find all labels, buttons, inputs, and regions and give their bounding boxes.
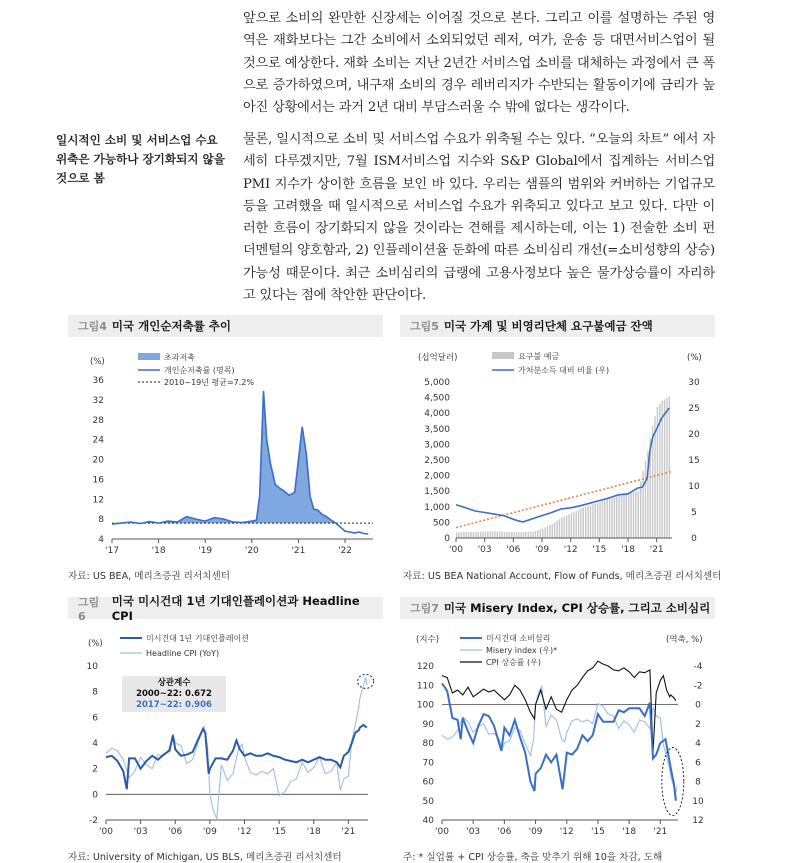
x-tick-label: '09 [535,545,549,555]
body-paragraph-1 [243,8,715,119]
y-left-tick-label: 3,500 [424,424,450,435]
deposit-bar [549,525,550,538]
legend-label: 가처분소득 대비 비율 (우) [518,366,610,375]
deposit-bar [470,532,471,538]
deposit-bar [458,532,459,538]
figure-4-source: 자료: US BEA, 메리츠증권 리서치센터 [68,571,231,582]
y-right-tick-label: 10 [688,482,700,492]
deposit-bar [516,532,517,538]
deposit-bar [509,532,510,538]
y-tick-label: 8 [92,687,98,698]
deposit-bar [630,492,631,538]
y-tick-label: -2 [89,816,98,826]
y-left-unit: (지수) [416,635,440,645]
y-right-tick-label: -4 [693,662,703,672]
deposit-bar [513,532,514,538]
y-right-tick-label: 10 [692,796,704,807]
deposit-bar [468,532,469,538]
sidebar-heading: 일시적인 소비 및 서비스업 수요 위축은 가능하나 장기화되지 않을 것으로 봄 [56,133,225,185]
deposit-bar [666,398,667,538]
x-tick-label: '15 [590,827,605,837]
y-right-unit: (역축, %) [666,635,703,645]
deposit-bar [525,532,526,538]
figure-6-title-bar [68,594,383,623]
x-tick-label: '18 [151,546,166,556]
deposit-bar [616,495,617,538]
y-left-tick-label: 1,000 [424,502,450,513]
x-tick-label: '12 [563,545,578,555]
y-left-tick-label: 50 [422,796,434,807]
y-right-tick-label: 6 [695,758,701,769]
deposit-bar [602,501,603,538]
saving-rate-line [112,391,368,534]
y-right-tick-label: 30 [688,378,700,388]
deposit-bar [590,505,591,538]
body-paragraph-2-text: 물론, 일시적으로 소비 및 서비스업 수요가 위축될 수는 있다. “오늘의 차트” 에서 자세히 다루겠지만, 7월 ISM서비스업 지수와 S&P Global에서 집계하는 서비스업 PMI 지수가 상이한 흐름을 보인 바 있다. 우리는 샘플의 범위와 커버하는 기업규모 등을 고려했을 때 일시적으로 서비스업 수요가 위축되고 있다고 보고 있다. 다만 이러한 흐름이 장기화되지 않을 것이라는 견해를 제시하는데, 이는 1) 전술한 소비 펀더멘털의 양호함과, 2) 인플레이션율 둔화에 따른 소비심리 개선(=소비성향의 상승) 가능성 때문이다. 최근 소비심리의 급랭에 고용사정보다 높은 물가상승률이 자리하고 있다는 점에 착안한 판단이다. [243,132,715,304]
deposit-bar [566,515,567,538]
x-tick-label: '09 [202,827,217,837]
y-left-tick-label: 80 [422,739,434,749]
deposit-bar [533,531,534,538]
deposit-bar [568,514,569,538]
figure-5-chart [400,342,715,562]
legend-swatch-area [138,353,160,360]
deposit-bar [564,517,565,538]
deposit-bar [623,494,624,539]
deposit-bar [554,522,555,538]
legend-label: 미시건대 1년 기대인플레이션 [146,634,249,643]
y-tick-label: 6 [92,713,98,724]
figure-5-title: 미국 가계 및 비영리단체 요구불예금 잔액 [443,319,653,333]
figure-6-source: 자료: University of Michigan, US BLS, 메리츠증권 리서치센터 [68,852,342,863]
deposit-bar [578,510,579,539]
misery-index-line [442,661,676,752]
legend-label: CPI 상승률 (우) [486,658,542,667]
y-left-tick-label: 2,500 [424,456,450,466]
deposit-bar [528,532,529,538]
y-tick-label: 16 [92,475,104,486]
x-tick-label: '09 [528,827,543,837]
x-tick-label: '17 [105,546,119,556]
deposit-bar [497,531,498,538]
y-tick-label: 2 [92,764,98,775]
y-tick-label: 12 [92,495,104,506]
figure-7-title-bar [400,597,715,619]
y-left-tick-label: 1,500 [424,487,450,498]
deposit-bar [626,493,627,538]
y-left-tick-label: 5,000 [424,378,450,388]
deposit-bar [585,507,586,538]
legend-label: 개인순저축률 (명목) [164,366,235,375]
legend-swatch-bar [492,352,514,359]
y-left-tick-label: 100 [416,700,434,711]
deposit-bar [518,532,519,538]
x-tick-label: '21 [291,546,306,556]
y-left-tick-label: 4,500 [424,393,450,404]
body-paragraph-2 [243,129,715,307]
deposit-bar [595,504,596,538]
deposit-bar [535,531,536,538]
x-tick-label: '03 [477,545,492,555]
figure-7-number: 그림7 [410,602,439,615]
deposit-bar [607,499,608,538]
deposit-bar [530,532,531,538]
y-right-tick-label: 5 [691,508,697,518]
figure-5-source: 자료: US BEA National Account, Flow of Funds, 메리츠증권 리서치센터 [403,571,722,582]
correlation-line-1: 2000~22: 0.672 [136,689,212,699]
figure-7-chart [400,624,715,844]
x-tick-label: '21 [653,827,668,837]
deposit-bar [571,513,572,538]
deposit-bar [614,496,615,538]
y-tick-label: 10 [86,662,98,672]
y-right-tick-label: 12 [692,816,704,826]
deposit-bar [621,494,622,538]
deposit-bar [485,531,486,538]
deposit-bar [611,497,612,538]
x-tick-label: '06 [497,827,512,837]
deposit-bar [573,512,574,538]
deposit-bar [609,498,610,538]
excess-saving-area [112,391,368,523]
deposit-bar [640,481,641,538]
deposit-bar [633,492,634,538]
y-tick-label: 4 [92,739,98,749]
figure-4-number: 그림4 [78,320,107,333]
y-axis-unit: (%) [90,357,105,367]
deposit-bar [597,503,598,538]
y-left-tick-label: 2,000 [424,471,450,482]
deposit-bar [540,529,541,538]
y-tick-label: 32 [92,395,104,406]
figure-4-title: 미국 개인순저축률 추이 [111,319,232,333]
y-left-tick-label: 500 [432,518,450,529]
figure-6-chart [68,624,383,844]
deposit-bar [461,532,462,538]
correlation-title: 상관계수 [157,678,191,688]
deposit-bar [492,531,493,538]
deposit-bar [599,502,600,538]
deposit-bar [466,532,467,538]
figure-6-number: 그림6 [78,595,100,623]
y-left-tick-label: 3,000 [424,440,450,451]
deposit-bar [482,532,483,539]
y-tick-label: 4 [98,535,104,545]
y-left-unit: (십억달러) [418,353,458,363]
y-left-tick-label: 90 [422,719,434,730]
x-tick-label: '20 [244,546,259,556]
deposit-bar [638,491,639,538]
y-right-tick-label: 4 [695,739,701,749]
deposit-bar [583,508,584,538]
x-tick-label: '00 [435,827,449,837]
x-tick-label: '22 [338,546,353,556]
x-tick-label: '06 [506,545,521,555]
figure-4-chart [68,342,383,562]
deposit-bar [552,524,553,538]
deposit-bar [475,532,476,538]
deposit-bar [542,529,543,538]
deposit-bar [556,521,557,538]
deposit-bar [669,396,670,538]
y-right-tick-label: 25 [688,404,700,414]
legend-label: 요구불 예금 [518,352,560,361]
deposit-bar [456,532,457,538]
legend-label: 미시건대 소비심리 [486,634,551,643]
y-left-tick-label: 60 [422,777,434,788]
y-right-unit: (%) [687,353,702,363]
correlation-line-2: 2017~22: 0.906 [136,700,212,710]
y-tick-label: 20 [92,455,104,466]
deposit-bar [506,532,507,538]
consumer-sentiment-line [442,683,676,801]
deposit-bar [619,494,620,538]
x-tick-label: '00 [99,827,113,837]
legend-label: Headline CPI (YoY) [146,649,220,658]
figure-7-title: 미국 Misery Index, CPI 상승률, 그리고 소비심리 [443,601,711,615]
x-tick-label: '03 [133,827,148,837]
y-right-tick-label: -2 [693,681,703,692]
deposit-bar [559,519,560,538]
y-left-tick-label: 4,000 [424,409,450,420]
y-right-tick-label: 8 [695,777,701,788]
deposit-bar [478,532,479,538]
figure-5-title-bar [400,315,715,337]
x-tick-label: '18 [622,827,637,837]
deposit-bar [547,526,548,538]
y-right-tick-label: 2 [695,719,701,730]
deposit-bar [521,532,522,538]
deposit-bar [490,531,491,538]
y-right-tick-label: 0 [695,700,701,711]
deposit-bar [480,532,481,538]
deposit-bar [487,531,488,538]
legend-label: Misery index (우)* [486,646,558,655]
y-left-tick-label: 110 [416,681,434,692]
y-left-tick-label: 0 [444,534,450,544]
y-tick-label: 0 [92,790,98,801]
deposit-bar [499,531,500,538]
x-tick-label: '18 [306,827,321,837]
x-tick-label: '19 [198,546,213,556]
deposit-bar [576,511,577,538]
x-tick-label: '15 [272,827,287,837]
deposit-bar [561,518,562,538]
deposit-bar [580,508,581,538]
legend-label: 초과저축 [164,353,195,362]
figure-7-source: 주: * 실업률 + CPI 상승률, 축을 맞추기 위해 10을 차감, 도해 [403,852,663,863]
y-axis-unit: (%) [88,639,103,649]
y-left-tick-label: 40 [422,816,434,826]
figure-4-title-bar [68,315,383,337]
deposit-bar [463,532,464,538]
deposit-bar [662,401,663,538]
deposit-bar [592,505,593,539]
deposit-bar [587,506,588,538]
deposit-bar [604,500,605,538]
deposit-bar [504,532,505,538]
x-tick-label: '00 [449,545,463,555]
x-tick-label: '03 [466,827,481,837]
y-right-tick-label: 0 [691,534,697,544]
y-tick-label: 24 [92,435,104,446]
deposit-bar [642,471,643,538]
y-right-tick-label: 20 [688,430,700,440]
deposit-bar [628,493,629,538]
deposit-bar [494,531,495,538]
x-tick-label: '18 [621,545,636,555]
deposit-bar [501,532,502,538]
y-right-tick-label: 15 [688,456,700,466]
figure-6-title: 미국 미시건대 1년 기대인플레이션과 Headline CPI [111,594,360,623]
legend-label: 2010~19년 평균=7.2% [164,378,254,387]
y-tick-label: 8 [98,515,104,526]
x-tick-label: '12 [237,827,252,837]
deposit-bar [645,461,646,538]
x-tick-label: '12 [559,827,574,837]
deposit-bar [544,528,545,539]
deposit-bar [523,532,524,538]
deposit-bar [473,532,474,538]
x-tick-label: '15 [592,545,607,555]
ratio-line [456,408,669,522]
deposit-bar [635,492,636,538]
y-left-tick-label: 70 [422,758,434,769]
y-tick-label: 36 [92,376,104,386]
deposit-bar [664,399,665,538]
x-tick-label: '21 [649,545,664,555]
body-paragraph-1-text: 앞으로 소비의 완만한 신장세는 이어질 것으로 본다. 그리고 이를 설명하는 주된 영역은 재화보다는 그간 소비에서 소외되었던 레저, 여가, 운송 등 대면서비스업이 될 것으로 예상한다. 재화 소비는 지난 2년간 서비스업 소비를 대체하는 과정에서 큰 폭으로 증가하였으며, 내구재 소비의 경우 레버리지가 수반되는 활동이기에 금리가 높아진 상황에서는 과거 2년 대비 부담스러울 수 밖에 없다는 생각이다. [243,11,715,116]
y-left-tick-label: 120 [416,662,434,672]
x-tick-label: '06 [168,827,183,837]
figure-5-number: 그림5 [410,320,439,333]
deposit-bar [537,530,538,538]
deposit-bar [511,532,512,538]
x-tick-label: '21 [341,827,356,837]
y-tick-label: 28 [92,415,104,426]
